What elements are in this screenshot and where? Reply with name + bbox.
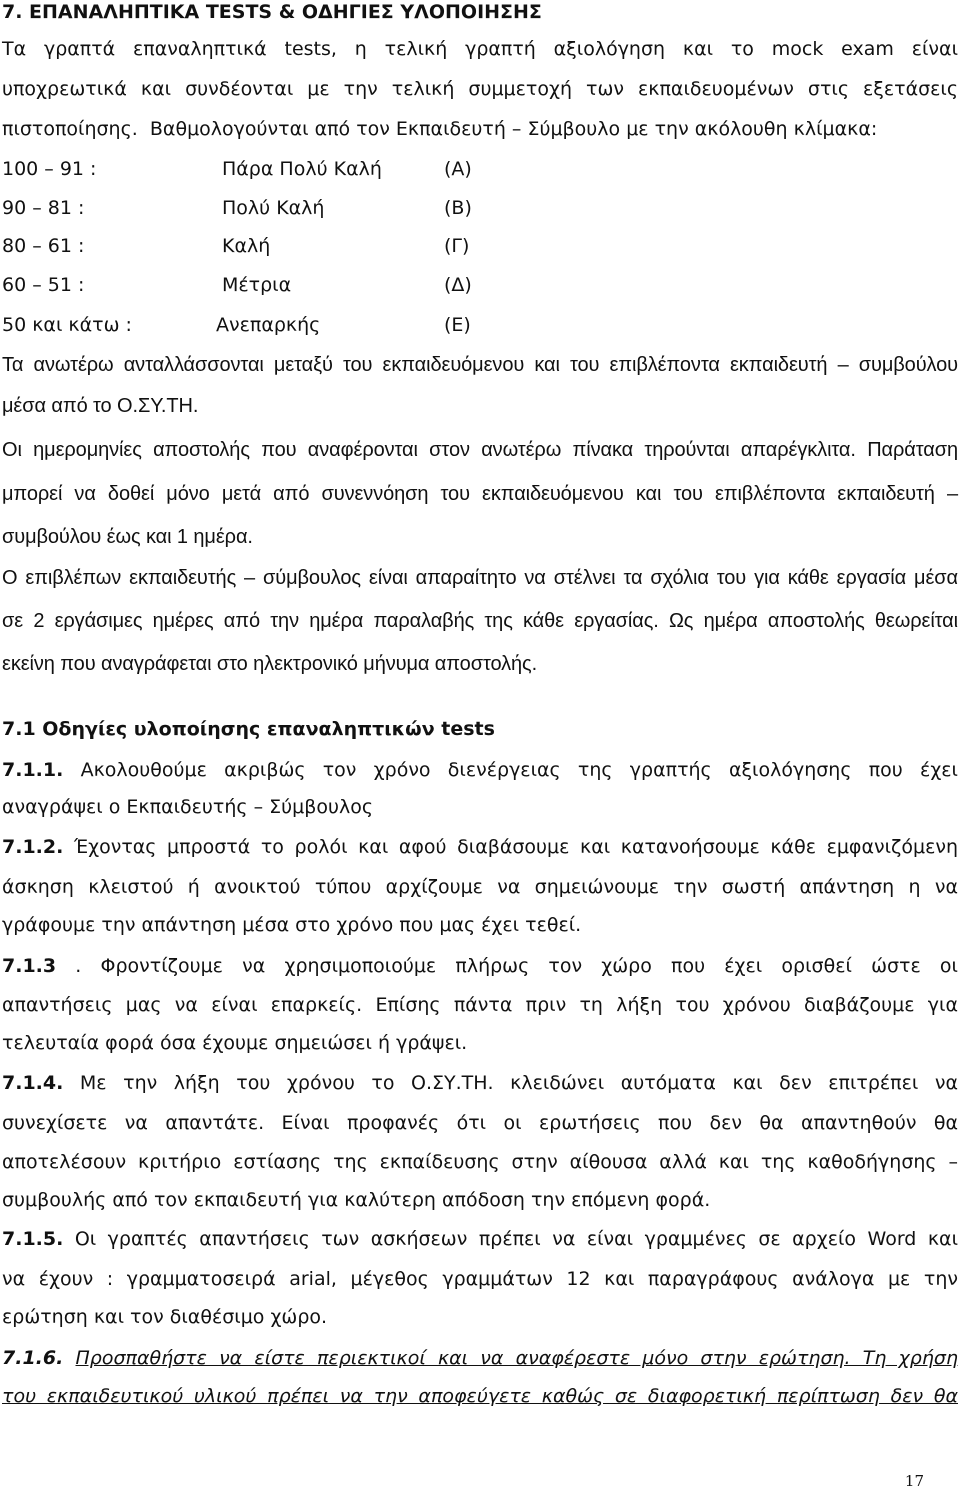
item-2-line-1 — [2, 834, 958, 860]
item-2-line-2: άσκηση κλειστού ή ανοικτού τύπου αρχίζουμε να σημειώνουμε την σωστή απάντηση η να — [2, 876, 958, 898]
item-1-number: 7.1.1. — [2, 759, 64, 781]
grade-letter-3: (Γ) — [444, 235, 470, 257]
grade-letter-4: (Δ) — [444, 274, 472, 296]
dates-line-1a: Οι ημερομηνίες αποστολής που αναφέρονται στον ανωτέρω πίνακα τηρούνται απαρέγκλιτα. — [2, 439, 856, 461]
exchange-line-1: Τα ανωτέρω ανταλλάσσονται μεταξύ του εκπαιδευόμενου και του επιβλέποντα εκπαιδευτή – συμβούλου — [2, 354, 958, 376]
supervisor-line-3: εκείνη που αναγράφεται στο ηλεκτρονικό μήνυμα αποστολής. — [2, 653, 538, 675]
dates-line-1 — [2, 437, 958, 463]
item-6-text: Προσπαθήστε να είστε περιεκτικοί και να αναφέρεστε μόνο στην ερώτηση. Τη χρήση — [75, 1347, 958, 1369]
item-4-line-2: συνεχίσετε να απαντάτε. Είναι προφανές ότι οι ερωτήσεις που δεν θα απαντηθούν θα — [2, 1112, 958, 1134]
grade-range-1: 100 – 91 : — [2, 158, 97, 180]
item-2-line-3: γράφουμε την απάντηση μέσα στο χρόνο που μας έχει τεθεί. — [2, 914, 582, 936]
grade-label-3: Καλή — [222, 235, 271, 257]
supervisor-line-1: Ο επιβλέπων εκπαιδευτής – σύμβουλος είναι απαραίτητο να στέλνει τα σχόλια του για κάθε εργασία μέσα — [2, 567, 958, 589]
grade-letter-5: (Ε) — [444, 314, 471, 336]
page-number: 17 — [904, 1472, 924, 1490]
item-3-line-1 — [2, 953, 958, 979]
item-6-line-1 — [2, 1345, 958, 1371]
grade-letter-1: (Α) — [444, 158, 472, 180]
grade-label-4: Μέτρια — [222, 274, 292, 296]
item-6-number: 7.1.6. — [2, 1347, 64, 1369]
grade-label-1: Πάρα Πολύ Καλή — [222, 158, 382, 180]
item-5-line-2: να έχουν : γραμματοσειρά arial, μέγεθος γραμμάτων 12 και παραγράφους ανάλογα με την — [2, 1268, 958, 1290]
item-2-text: Έχοντας μπροστά το ρολόι και αφού διαβάσουμε και κατανοήσουμε κάθε εμφανιζόμενη — [73, 836, 958, 858]
intro-line-3a: πιστοποίησης. — [2, 118, 138, 140]
item-4-number: 7.1.4. — [2, 1072, 64, 1094]
item-4-text: Με την λήξη του χρόνου το Ο.ΣΥ.ΤΗ. κλειδώνει αυτόματα και δεν επιτρέπει να — [79, 1072, 959, 1094]
item-5-number: 7.1.5. — [2, 1228, 64, 1250]
grade-letter-2: (Β) — [444, 197, 472, 219]
grade-range-2: 90 – 81 : — [2, 197, 85, 219]
grade-range-3: 80 – 61 : — [2, 235, 85, 257]
exchange-line-2: μέσα από το Ο.ΣΥ.ΤΗ. — [2, 395, 199, 417]
item-3-text: . Φροντίζουμε να χρησιμοποιούμε πλήρως τον χώρο που έχει ορισθεί ώστε οι — [75, 955, 958, 977]
dates-line-2: μπορεί να δοθεί μόνο μετά από συνεννόηση του εκπαιδευόμενου και του επιβλέποντα εκπαιδευτή – — [2, 483, 958, 505]
item-3-number: 7.1.3 — [2, 955, 57, 977]
intro-line-3b: Βαθμολογούνται από τον Εκπαιδευτή – Σύμβουλο με την ακόλουθη κλίμακα: — [149, 118, 878, 140]
item-1-text: Ακολουθούμε ακριβώς τον χρόνο διενέργειας της γραπτής αξιολόγησης που έχει — [80, 759, 958, 781]
item-2-number: 7.1.2. — [2, 836, 64, 858]
grade-range-4: 60 – 51 : — [2, 274, 85, 296]
item-3-line-3: τελευταία φορά όσα έχουμε σημειώσει ή γράψει. — [2, 1032, 468, 1054]
supervisor-line-2: σε 2 εργάσιμες ημέρες από την ημέρα παραλαβής της κάθε εργασίας. Ως ημέρα αποστολής θεωρείται — [2, 610, 958, 632]
item-1-line-2: αναγράψει ο Εκπαιδευτής – Σύμβουλος — [2, 796, 373, 818]
dates-line-3: συμβούλου έως και 1 ημέρα. — [2, 526, 253, 548]
grade-range-5: 50 και κάτω : — [2, 314, 132, 336]
item-5-text: Οι γραπτές απαντήσεις των ασκήσεων πρέπει να είναι γραμμένες σε αρχείο Word και — [74, 1228, 958, 1250]
item-4-line-1 — [2, 1070, 958, 1096]
grade-label-2: Πολύ Καλή — [222, 197, 325, 219]
grade-label-5: Ανεπαρκής — [216, 314, 321, 336]
item-4-line-3: αποτελέσουν κριτήριο εστίασης της εκπαίδευσης στην αίθουσα αλλά και της καθοδήγησης – — [2, 1151, 958, 1173]
intro-line-1: Τα γραπτά επαναληπτικά tests, η τελική γραπτή αξιολόγηση και το mock exam είναι — [2, 38, 958, 60]
subsection-heading: 7.1 Οδηγίες υλοποίησης επαναληπτικών tests — [2, 718, 495, 740]
item-4-line-4: συμβουλής από τον εκπαιδευτή για καλύτερη απόδοση την επόμενη φορά. — [2, 1189, 711, 1211]
item-5-line-3: ερώτηση και τον διαθέσιμο χώρο. — [2, 1306, 328, 1328]
section-heading: 7. ΕΠΑΝΑΛΗΠΤΙΚΑ TESTS & ΟΔΗΓΙΕΣ ΥΛΟΠΟΙΗΣΗΣ — [2, 1, 542, 23]
intro-line-3 — [2, 116, 958, 142]
item-6-line-2: του εκπαιδευτικού υλικού πρέπει να την αποφεύγετε καθώς σε διαφορετική περίπτωση δεν θα — [2, 1385, 958, 1407]
item-5-line-1 — [2, 1226, 958, 1252]
item-3-line-2: απαντήσεις μας να είναι επαρκείς. Επίσης πάντα πριν τη λήξη του χρόνου διαβάζουμε για — [2, 994, 958, 1016]
intro-line-2: υποχρεωτικά και συνδέονται με την τελική συμμετοχή των εκπαιδευομένων στις εξετάσεις — [2, 78, 958, 100]
dates-line-1b: Παράταση — [867, 439, 958, 461]
item-1-line-1 — [2, 757, 958, 783]
